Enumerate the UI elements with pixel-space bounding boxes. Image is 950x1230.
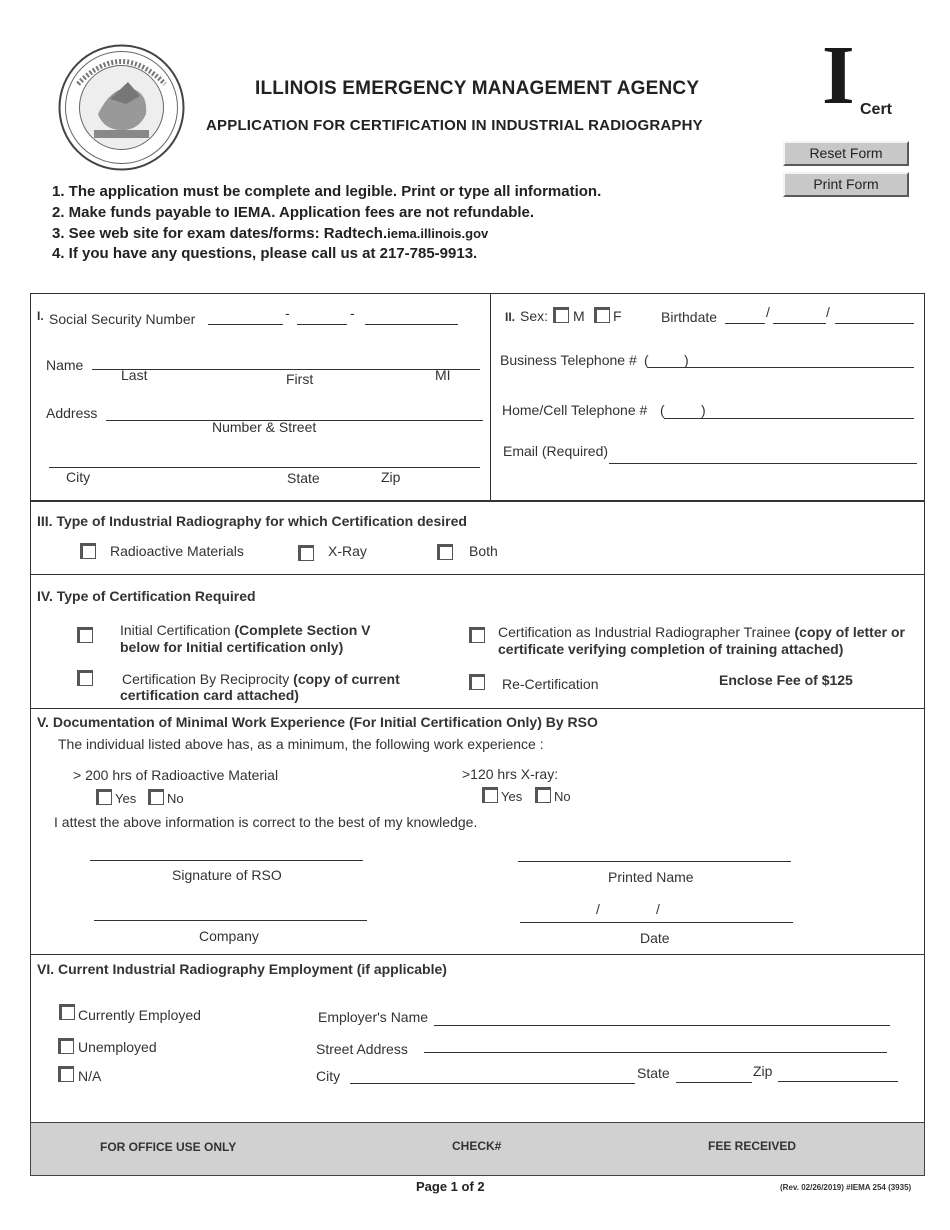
business-phone-field[interactable] (648, 367, 914, 368)
both-checkbox[interactable] (437, 544, 453, 560)
printed-name-label: Printed Name (608, 869, 694, 885)
xray-yes-checkbox[interactable] (482, 787, 498, 803)
trainee-label: Certification as Industrial Radiographer Trainee (copy of letter or (498, 624, 905, 640)
email-label: Email (Required) (503, 443, 609, 459)
company-field[interactable] (94, 920, 367, 921)
trainee-note: certificate verifying completion of training attached) (498, 641, 844, 657)
ssn-part-2-field[interactable] (297, 324, 347, 325)
male-label: M (573, 308, 585, 324)
paren-open: ( (644, 352, 649, 368)
no-label: No (554, 789, 571, 804)
xray-label: X-Ray (328, 543, 367, 559)
ram-no-checkbox[interactable] (148, 789, 164, 805)
both-label: Both (469, 543, 498, 559)
first-name-label: First (286, 371, 314, 387)
section-3-title: III. Type of Industrial Radiography for which Certification desired (37, 513, 467, 529)
company-label: Company (199, 928, 259, 944)
employer-state-label: State (637, 1065, 670, 1081)
office-use-label: FOR OFFICE USE ONLY (100, 1140, 237, 1154)
home-phone-label: Home/Cell Telephone # (502, 402, 648, 418)
instruction-1: 1. The application must be complete and legible. Print or type all information. (52, 183, 602, 200)
rso-signature-field[interactable] (90, 860, 363, 861)
cert-suffix: Cert (860, 101, 893, 118)
recertification-label: Re-Certification (502, 676, 599, 692)
state-label: State (287, 470, 320, 486)
signature-label: Signature of RSO (172, 867, 282, 883)
radioactive-hours-label: > 200 hrs of Radioactive Material (73, 767, 279, 783)
radioactive-materials-checkbox[interactable] (80, 543, 96, 559)
fee-received-label: FEE RECEIVED (708, 1139, 797, 1153)
section-5-title: V. Documentation of Minimal Work Experience (For Initial Certification Only) By RSO (37, 714, 598, 730)
ssn-dash: - (350, 305, 355, 321)
home-phone-field[interactable] (664, 418, 914, 419)
zip-label: Zip (381, 469, 401, 485)
currently-employed-label: Currently Employed (78, 1007, 201, 1023)
birthdate-label: Birthdate (661, 309, 718, 325)
employer-name-field[interactable] (434, 1025, 890, 1026)
name-field[interactable] (92, 369, 480, 370)
section-divider (30, 708, 925, 709)
reciprocity-checkbox[interactable] (77, 670, 93, 686)
section-4-title: IV. Type of Certification Required (37, 588, 256, 604)
cert-letter: I (822, 29, 855, 122)
date-slash: / (596, 901, 600, 917)
printed-name-field[interactable] (518, 861, 791, 862)
date-slash: / (826, 304, 830, 320)
female-label: F (613, 308, 622, 324)
section-1-number: I. (37, 309, 44, 323)
reset-form-button[interactable]: Reset Form (783, 141, 909, 166)
sex-label: Sex: (520, 308, 549, 324)
initial-certification-checkbox[interactable] (77, 627, 93, 643)
birth-day-field[interactable] (773, 323, 826, 324)
yes-label: Yes (115, 791, 137, 806)
business-phone-label: Business Telephone # (500, 352, 637, 368)
print-form-button[interactable]: Print Form (783, 172, 909, 197)
state-seal-icon (58, 44, 185, 171)
na-checkbox[interactable] (58, 1066, 74, 1082)
sex-male-checkbox[interactable] (553, 307, 569, 323)
middle-initial-label: MI (435, 367, 451, 383)
employer-zip-field[interactable] (778, 1081, 898, 1082)
agency-title: ILLINOIS EMERGENCY MANAGEMENT AGENCY (255, 78, 700, 99)
section-divider (30, 954, 925, 955)
instruction-4: 4. If you have any questions, please call us at 217-785-9913. (52, 245, 478, 262)
xray-hours-label: >120 hrs X-ray: (462, 766, 559, 782)
section-divider (30, 574, 925, 575)
ram-yes-checkbox[interactable] (96, 789, 112, 805)
paren-close: ) (701, 402, 706, 418)
ssn-part-3-field[interactable] (365, 324, 458, 325)
xray-no-checkbox[interactable] (535, 787, 551, 803)
yes-label: Yes (501, 789, 523, 804)
unemployed-checkbox[interactable] (58, 1038, 74, 1054)
frame-top (30, 293, 925, 294)
fee-note: Enclose Fee of $125 (719, 672, 853, 688)
employer-city-label: City (316, 1068, 341, 1084)
instruction-3: 3. See web site for exam dates/forms: Radtech.iema.illinois.gov (52, 225, 489, 242)
date-slash: / (766, 304, 770, 320)
form-title: APPLICATION FOR CERTIFICATION IN INDUSTRIAL RADIOGRAPHY (206, 117, 703, 134)
recertification-checkbox[interactable] (469, 674, 485, 690)
date-slash: / (656, 901, 660, 917)
instruction-2: 2. Make funds payable to IEMA. Application fees are not refundable. (52, 204, 535, 221)
employer-street-label: Street Address (316, 1041, 408, 1057)
reciprocity-label: Certification By Reciprocity (copy of current (122, 671, 400, 687)
section-2-number: II. (505, 310, 516, 324)
employer-zip-label: Zip (753, 1063, 773, 1079)
employer-city-field[interactable] (350, 1083, 635, 1084)
section-6-title: VI. Current Industrial Radiography Employment (if applicable) (37, 961, 447, 977)
rso-date-field[interactable] (520, 922, 793, 923)
no-label: No (167, 791, 184, 806)
ssn-part-1-field[interactable] (208, 324, 283, 325)
name-label: Name (46, 357, 84, 373)
ssn-dash: - (285, 305, 290, 321)
initial-certification-label: Initial Certification (Complete Section V (120, 622, 371, 638)
radioactive-materials-label: Radioactive Materials (110, 543, 244, 559)
check-number-label: CHECK# (452, 1139, 502, 1153)
city-label: City (66, 469, 91, 485)
paren-close: ) (684, 352, 689, 368)
section-divider (30, 500, 925, 502)
section-divider (490, 293, 491, 501)
sex-female-checkbox[interactable] (594, 307, 610, 323)
unemployed-label: Unemployed (78, 1039, 157, 1055)
city-state-zip-field[interactable] (49, 467, 480, 468)
birth-month-field[interactable] (725, 323, 765, 324)
date-label: Date (640, 930, 670, 946)
section-5-intro: The individual listed above has, as a minimum, the following work experience : (58, 736, 544, 752)
currently-employed-checkbox[interactable] (59, 1004, 75, 1020)
address-label: Address (46, 405, 98, 421)
street-label: Number & Street (212, 419, 317, 435)
na-label: N/A (78, 1068, 102, 1084)
trainee-checkbox[interactable] (469, 627, 485, 643)
ssn-label: Social Security Number (49, 311, 196, 327)
xray-checkbox[interactable] (298, 545, 314, 561)
employer-street-field[interactable] (424, 1052, 887, 1053)
attest-text: I attest the above information is correct to the best of my knowledge. (54, 814, 478, 830)
reciprocity-note: certification card attached) (120, 687, 299, 703)
employer-state-field[interactable] (676, 1082, 752, 1083)
revision-note: (Rev. 02/26/2019) #IEMA 254 (3935) (780, 1183, 912, 1192)
last-name-label: Last (121, 367, 148, 383)
page-number: Page 1 of 2 (416, 1179, 485, 1194)
paren-open: ( (660, 402, 665, 418)
birth-year-field[interactable] (835, 323, 914, 324)
employer-name-label: Employer's Name (318, 1009, 429, 1025)
email-field[interactable] (609, 463, 917, 464)
initial-certification-note: below for Initial certification only) (120, 639, 344, 655)
